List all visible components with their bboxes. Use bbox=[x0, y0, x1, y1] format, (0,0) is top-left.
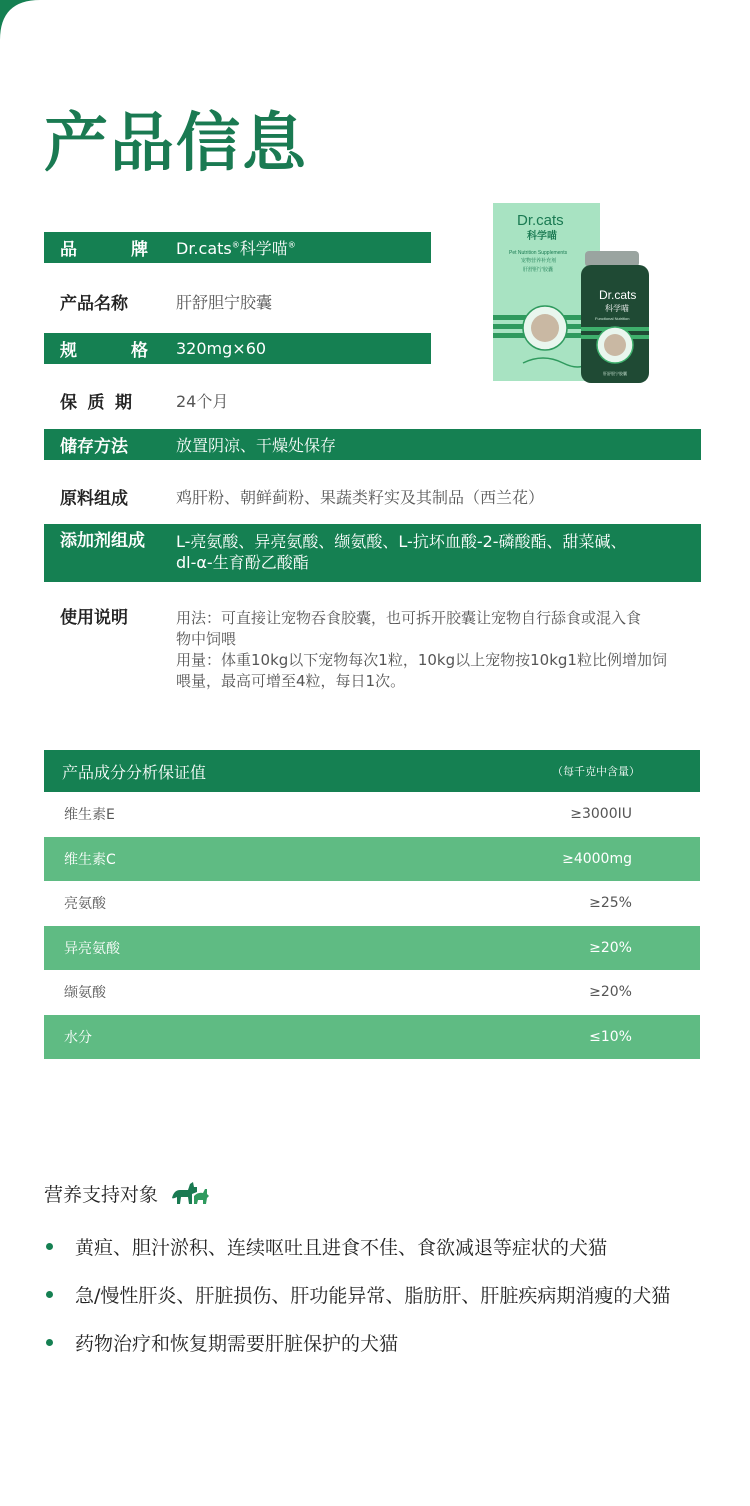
support-list bbox=[44, 1222, 670, 1366]
brand-row bbox=[44, 232, 431, 263]
row-name: 水分 bbox=[64, 1029, 92, 1046]
usage-label: 使用说明 bbox=[60, 608, 128, 628]
row-value: ≤10% bbox=[589, 1028, 632, 1045]
name-value: 肝舒胆宁胶囊 bbox=[176, 292, 273, 312]
table-row bbox=[44, 792, 700, 837]
box-sub-cn: 宠物营养补充剂 bbox=[521, 258, 557, 264]
bottle-name: 肝舒胆宁胶囊 bbox=[603, 371, 627, 376]
product-image bbox=[493, 203, 673, 385]
list-item-text: 黄疸、胆汁淤积、连续呕吐且进食不佳、食欲减退等症状的犬猫 bbox=[75, 1236, 608, 1259]
ingredients-label: 原料组成 bbox=[60, 488, 128, 509]
name-label: 产品名称 bbox=[60, 293, 128, 314]
ingredients-row bbox=[44, 480, 701, 512]
corner-decoration bbox=[0, 0, 40, 40]
bullet-dot bbox=[46, 1243, 53, 1250]
table-row bbox=[44, 926, 700, 971]
row-value: ≥3000IU bbox=[570, 806, 632, 823]
analysis-table bbox=[44, 750, 700, 1059]
bullet-dot bbox=[46, 1291, 53, 1298]
brand-logo-en: Dr.cats bbox=[176, 239, 232, 258]
analysis-header bbox=[44, 750, 700, 792]
additives-line-2: dl-α-生育酚乙酸酯 bbox=[176, 553, 309, 572]
page-title: 产品信息 bbox=[44, 106, 308, 181]
box-logo: Dr.cats bbox=[517, 212, 564, 229]
product-illustration bbox=[493, 203, 673, 385]
support-title bbox=[44, 1178, 210, 1208]
shelf-row bbox=[44, 384, 431, 416]
box-sub: Pet Nutrition Supplements bbox=[509, 250, 568, 256]
usage-line-4: 喂量，最高可增至4粒，每日1次。 bbox=[176, 672, 406, 690]
storage-label: 储存方法 bbox=[60, 437, 128, 457]
box-name: 肝舒胆宁胶囊 bbox=[523, 267, 554, 273]
list-item bbox=[44, 1318, 670, 1366]
box-logo-cn: 科学喵 bbox=[527, 231, 557, 242]
row-value: ≥20% bbox=[589, 984, 632, 1001]
usage-row bbox=[44, 608, 701, 692]
additives-line-1: L-亮氨酸、异亮氨酸、缬氨酸、L-抗坏血酸-2-磷酸酯、甜菜碱、 bbox=[176, 532, 627, 551]
bottle-logo: Dr.cats bbox=[599, 288, 637, 302]
usage-line-3: 用量：体重10kg以下宠物每次1粒，10kg以上宠物按10kg1粒比例增加饲 bbox=[176, 651, 667, 669]
spec-label-2: 格 bbox=[131, 341, 148, 361]
usage-line-2: 物中饲喂 bbox=[176, 630, 237, 648]
list-item-text: 急/慢性肝炎、肝脏损伤、肝功能异常、脂肪肝、肝脏疾病期消瘦的犬猫 bbox=[75, 1284, 671, 1307]
dog-cat-icon bbox=[170, 1178, 210, 1208]
table-row bbox=[44, 970, 700, 1015]
table-row bbox=[44, 837, 700, 882]
name-row bbox=[44, 285, 431, 317]
row-value: ≥25% bbox=[589, 895, 632, 912]
additives-row bbox=[44, 524, 701, 582]
shelf-label-3: 期 bbox=[115, 392, 132, 413]
additives-label: 添加剂组成 bbox=[60, 531, 145, 551]
spec-row bbox=[44, 333, 431, 364]
bottle-sub: Functional Nutrition bbox=[595, 316, 630, 321]
row-name: 缬氨酸 bbox=[64, 985, 106, 1002]
brand-label-2: 牌 bbox=[131, 240, 148, 260]
row-name: 亮氨酸 bbox=[64, 896, 106, 913]
bottle-logo-cn: 科学喵 bbox=[605, 304, 629, 313]
brand-label-1: 品 bbox=[60, 240, 77, 260]
list-item-text: 药物治疗和恢复期需要肝脏保护的犬猫 bbox=[75, 1332, 399, 1355]
usage-line-1: 用法：可直接让宠物吞食胶囊，也可拆开胶囊让宠物自行舔食或混入食 bbox=[176, 609, 642, 627]
shelf-label-2: 质 bbox=[87, 392, 105, 413]
table-row bbox=[44, 1015, 700, 1060]
bullet-dot bbox=[46, 1339, 53, 1346]
spec-value: 320mg×60 bbox=[176, 339, 267, 358]
row-name: 维生素E bbox=[64, 807, 115, 824]
shelf-label-1: 保 bbox=[60, 392, 77, 413]
analysis-title: 产品成分分析保证值 bbox=[62, 762, 207, 782]
storage-value: 放置阴凉、干燥处保存 bbox=[176, 436, 337, 455]
list-item bbox=[44, 1222, 670, 1270]
row-name: 维生素C bbox=[64, 851, 116, 868]
support-title-text: 营养支持对象 bbox=[44, 1183, 159, 1206]
ingredients-value: 鸡肝粉、朝鲜蓟粉、果蔬类籽实及其制品（西兰花） bbox=[176, 487, 545, 507]
spec-label-1: 规 bbox=[60, 341, 77, 361]
brand-logo-cn: 科学喵 bbox=[239, 239, 288, 258]
brand-logo: Dr.cats®科学喵® bbox=[176, 239, 296, 258]
analysis-unit: （每千克中含量） bbox=[552, 765, 640, 778]
storage-row bbox=[44, 429, 701, 460]
row-value: ≥20% bbox=[589, 939, 632, 956]
shelf-value: 24个月 bbox=[176, 391, 229, 411]
row-value: ≥4000mg bbox=[562, 850, 632, 867]
list-item bbox=[44, 1270, 670, 1318]
row-name: 异亮氨酸 bbox=[64, 940, 120, 957]
table-row bbox=[44, 881, 700, 926]
